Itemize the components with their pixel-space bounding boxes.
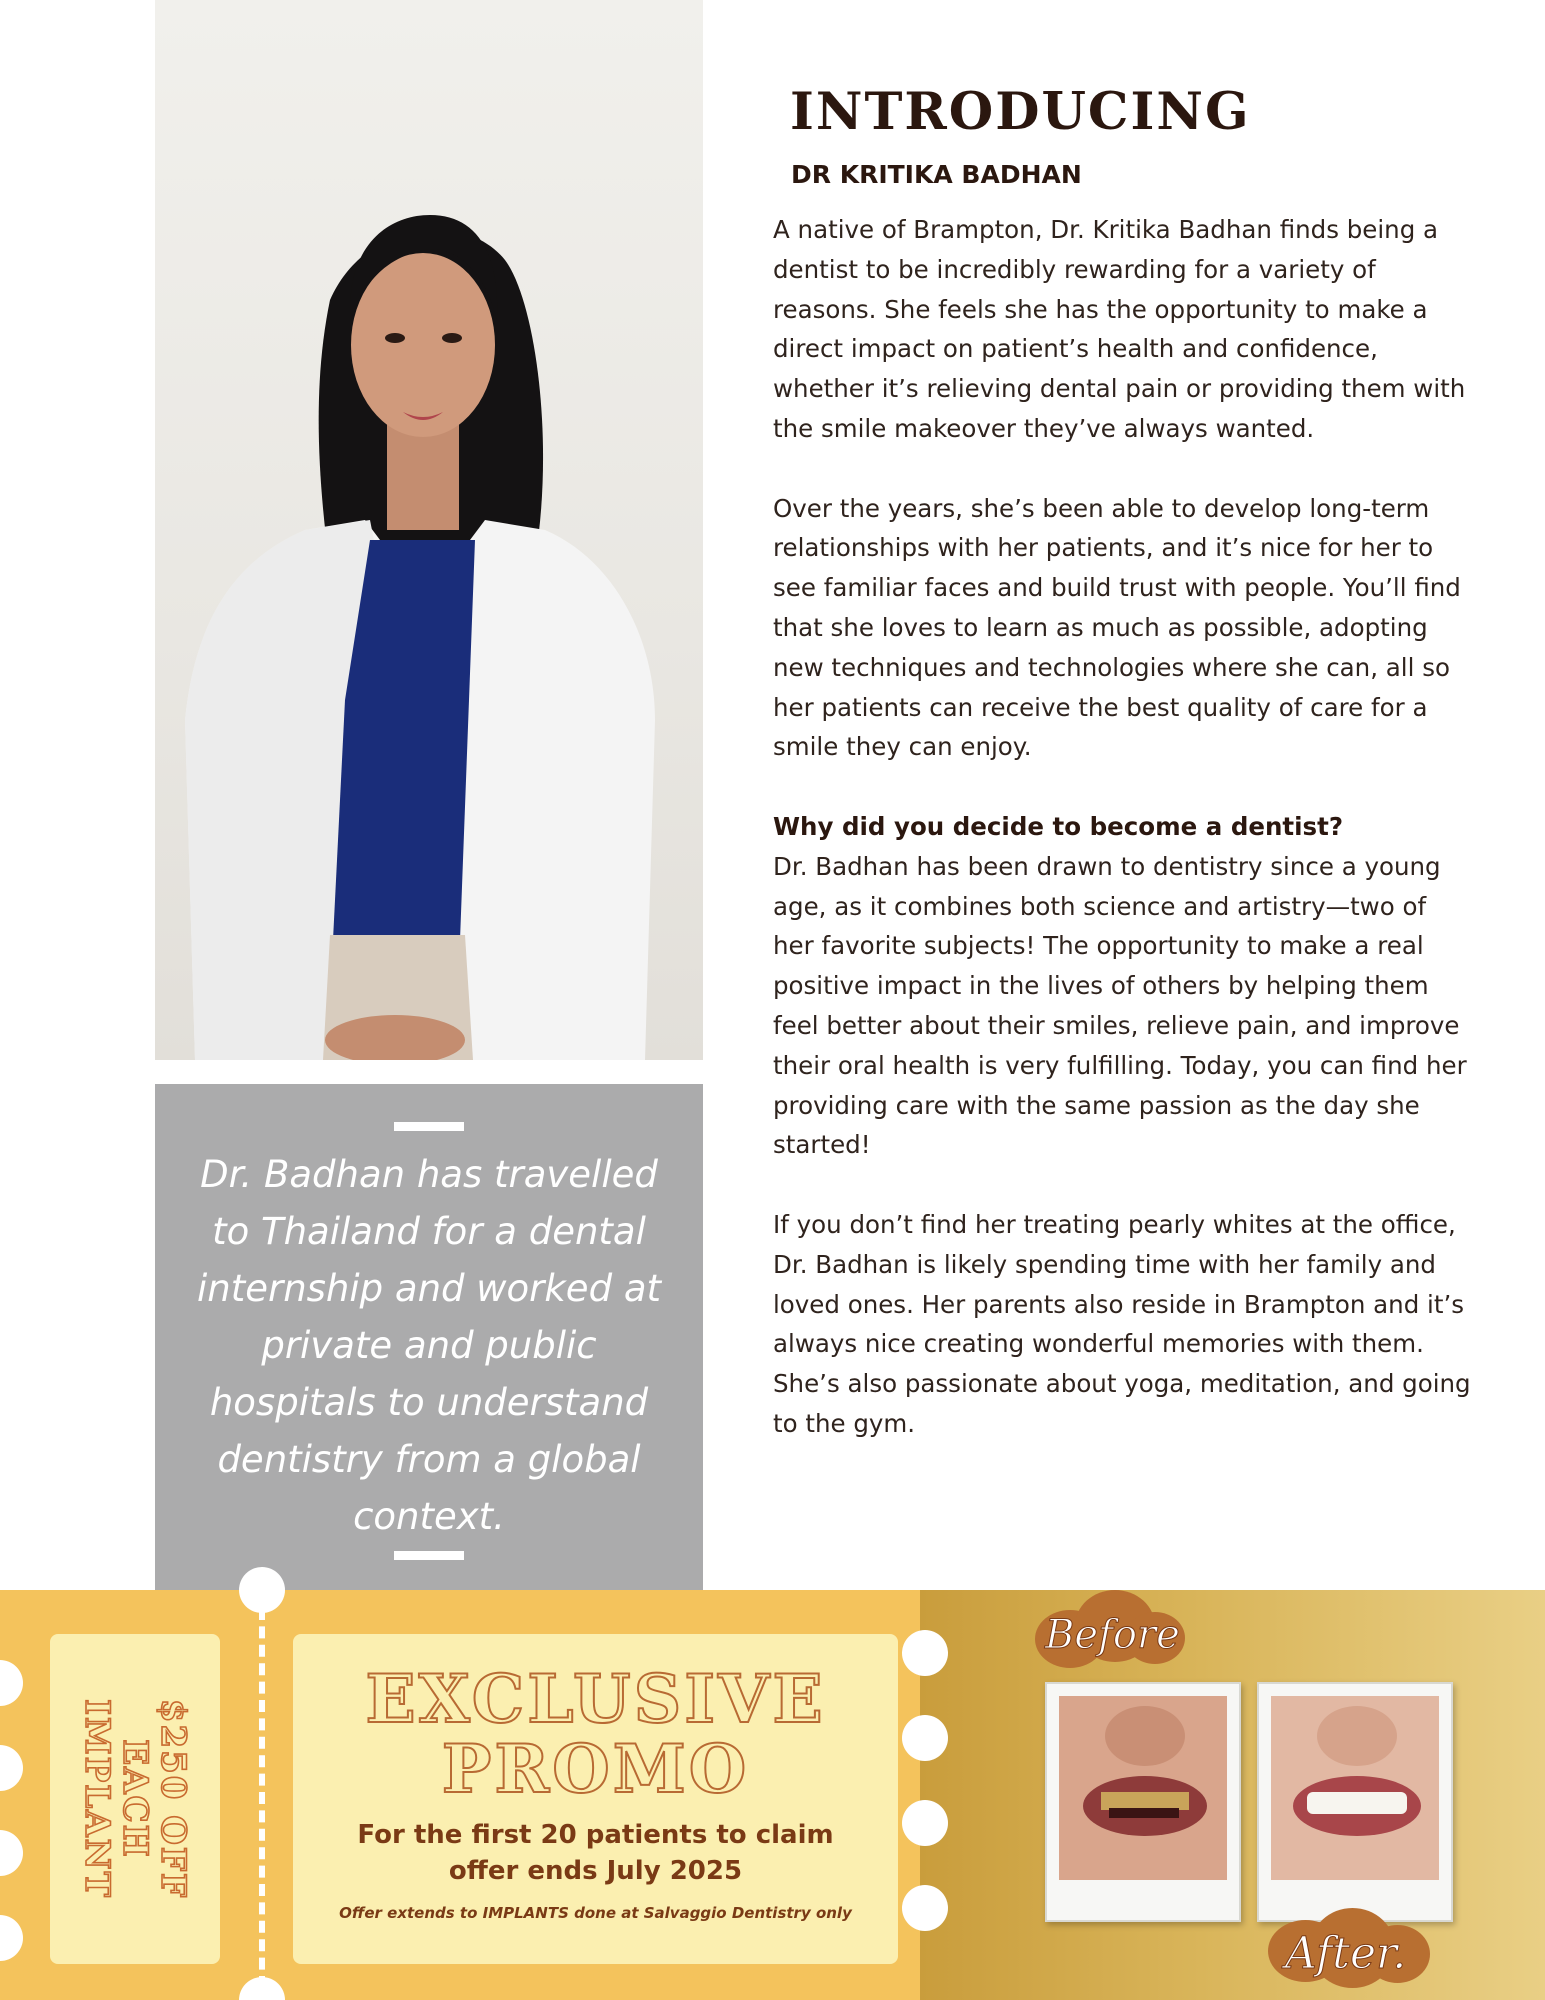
quote-divider-bottom [394, 1551, 464, 1560]
after-label: After. [1285, 1928, 1407, 1979]
promo-banner [0, 1590, 1545, 2000]
after-smile-photo [1271, 1696, 1439, 1880]
promo-expiry-text: offer ends July 2025 [448, 1856, 743, 1886]
promo-claim-text: For the first 20 patients to claim [357, 1820, 834, 1850]
article-paragraph-4: If you don’t find her treating pearly whites at the office, Dr. Badhan is likely spending time with her family and loved ones. Her parents also reside in Brampton and it’s always nice creating wonderful memories with them. She’s also passionate about yoga, meditation, and going to the gym. [773, 1209, 1471, 1438]
quote-divider-top [394, 1122, 464, 1131]
stub-line-1: $250 OFF [153, 1698, 193, 1900]
ticket-notch [902, 1800, 948, 1846]
stub-line-2: EACH [115, 1739, 155, 1859]
ticket-notch [902, 1885, 948, 1931]
article-qa [773, 807, 1473, 1165]
ticket-notch [902, 1630, 948, 1676]
article-paragraph-1: A native of Brampton, Dr. Kritika Badhan finds being a dentist to be incredibly rewarding for a variety of reasons. She feels she has the opportunity to make a direct impact on patient’s health and confidence, whether it’s relieving dental pain or providing them with the smile makeover they’ve always wanted. [773, 215, 1466, 443]
stub-offer-text [78, 1649, 192, 1949]
before-polaroid [1045, 1682, 1241, 1922]
ticket-main [293, 1634, 898, 1964]
ticket-notch [902, 1715, 948, 1761]
ticket-notch [239, 1567, 285, 1613]
before-smile-photo [1059, 1696, 1227, 1880]
doctor-portrait-photo [155, 0, 703, 1060]
article-answer: Dr. Badhan has been drawn to dentistry since a young age, as it combines both science and artistry—two of her favorite subjects! The opportunity to make a real positive impact in the lives of others by helping them feel better about their smiles, relieve pain, and improve their oral health is very fulfilling. Today, you can find her providing care with the same passion as the day she started! [773, 851, 1467, 1160]
doctor-name: DR KRITIKA BADHAN [791, 160, 1082, 189]
article-body [773, 210, 1473, 1484]
before-label: Before [1045, 1612, 1180, 1658]
ticket-perforation-line [259, 1608, 265, 1988]
promo-title-line-2: PROMO [441, 1730, 750, 1808]
page-title: INTRODUCING [790, 82, 1251, 142]
stub-line-3: IMPLANT [77, 1699, 117, 1899]
promo-title [293, 1660, 898, 1808]
pull-quote-text: Dr. Badhan has travelled to Thailand for a dental internship and worked at private and public hospitals to understand dentistry from a global context. [196, 1153, 662, 1538]
pull-quote-box [155, 1084, 703, 1592]
after-polaroid [1257, 1682, 1453, 1922]
article-question: Why did you decide to become a dentist? [773, 811, 1344, 841]
promo-fine-print: Offer extends to IMPLANTS done at Salvaggio Dentistry only [339, 1904, 852, 1922]
promo-title-line-1: EXCLUSIVE [365, 1660, 826, 1738]
article-paragraph-2: Over the years, she’s been able to develop long-term relationships with her patients, and it’s nice for her to see familiar faces and build trust with people. You’ll find that she loves to learn as much as possible, adopting new techniques and technologies where she can, all so her patients can receive the best quality of care for a smile they can enjoy. [773, 493, 1461, 762]
